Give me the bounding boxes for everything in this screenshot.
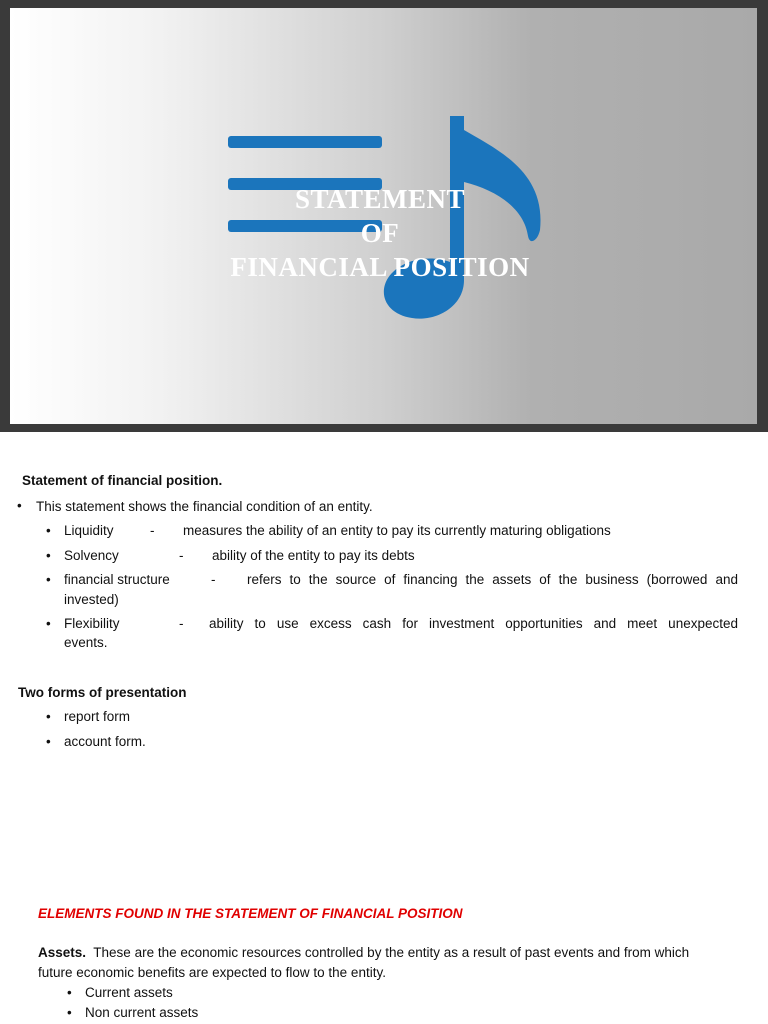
assets-text: These are the economic resources controlled by the entity as a result of past events and from which	[93, 945, 690, 960]
assets-label: Assets.	[38, 945, 87, 960]
desc-liquidity: measures the ability of an entity to pay its currently maturing obligations	[183, 523, 611, 538]
bullet: •	[46, 548, 51, 563]
list-item: Non current assets	[85, 1005, 199, 1020]
bullet: •	[46, 709, 51, 724]
document-page	[0, 432, 768, 1024]
dash: -	[150, 523, 155, 538]
bullet: •	[17, 498, 22, 513]
slide-title-line-3: FINANCIAL POSITION	[230, 252, 530, 282]
section-heading: Two forms of presentation	[18, 685, 187, 700]
slide-frame	[0, 0, 768, 432]
bullet: •	[46, 734, 51, 749]
elements-heading: ELEMENTS FOUND IN THE STATEMENT OF FINANCIAL POSITION	[38, 906, 463, 921]
desc-solvency: ability of the entity to pay its debts	[212, 548, 415, 563]
assets-text-cont: future economic benefits are expected to flow to the entity.	[38, 965, 386, 980]
title-slide	[10, 8, 757, 424]
section-heading: Statement of financial position.	[22, 473, 223, 488]
slide-title-line-2: OF	[360, 218, 400, 248]
assets-paragraph	[38, 945, 743, 960]
dash: -	[211, 572, 216, 587]
desc-flexibility-cont: events.	[64, 635, 108, 650]
intro-text: This statement shows the financial condition of an entity.	[36, 499, 373, 514]
bullet: •	[46, 523, 51, 538]
desc-financial-structure-cont: invested)	[64, 592, 119, 607]
slide-title-line-1: STATEMENT	[294, 184, 466, 214]
bullet: •	[67, 985, 72, 1000]
dash: -	[179, 548, 184, 563]
list-item: report form	[64, 709, 131, 724]
desc-flexibility: ability to use excess cash for investment opportunities and meet unexpected	[209, 616, 738, 631]
bullet: •	[46, 616, 51, 631]
dash: -	[179, 616, 184, 631]
term-financial-structure: financial structure	[64, 572, 170, 587]
desc-financial-structure: refers to the source of financing the assets of the business (borrowed and	[247, 572, 738, 587]
term-solvency: Solvency	[64, 548, 119, 563]
list-item: Current assets	[85, 985, 173, 1000]
bullet: •	[46, 572, 51, 587]
term-flexibility: Flexibility	[64, 616, 120, 631]
list-item: account form.	[64, 734, 146, 749]
bullet: •	[67, 1005, 72, 1020]
term-liquidity: Liquidity	[64, 523, 114, 538]
slide-title	[160, 182, 600, 284]
